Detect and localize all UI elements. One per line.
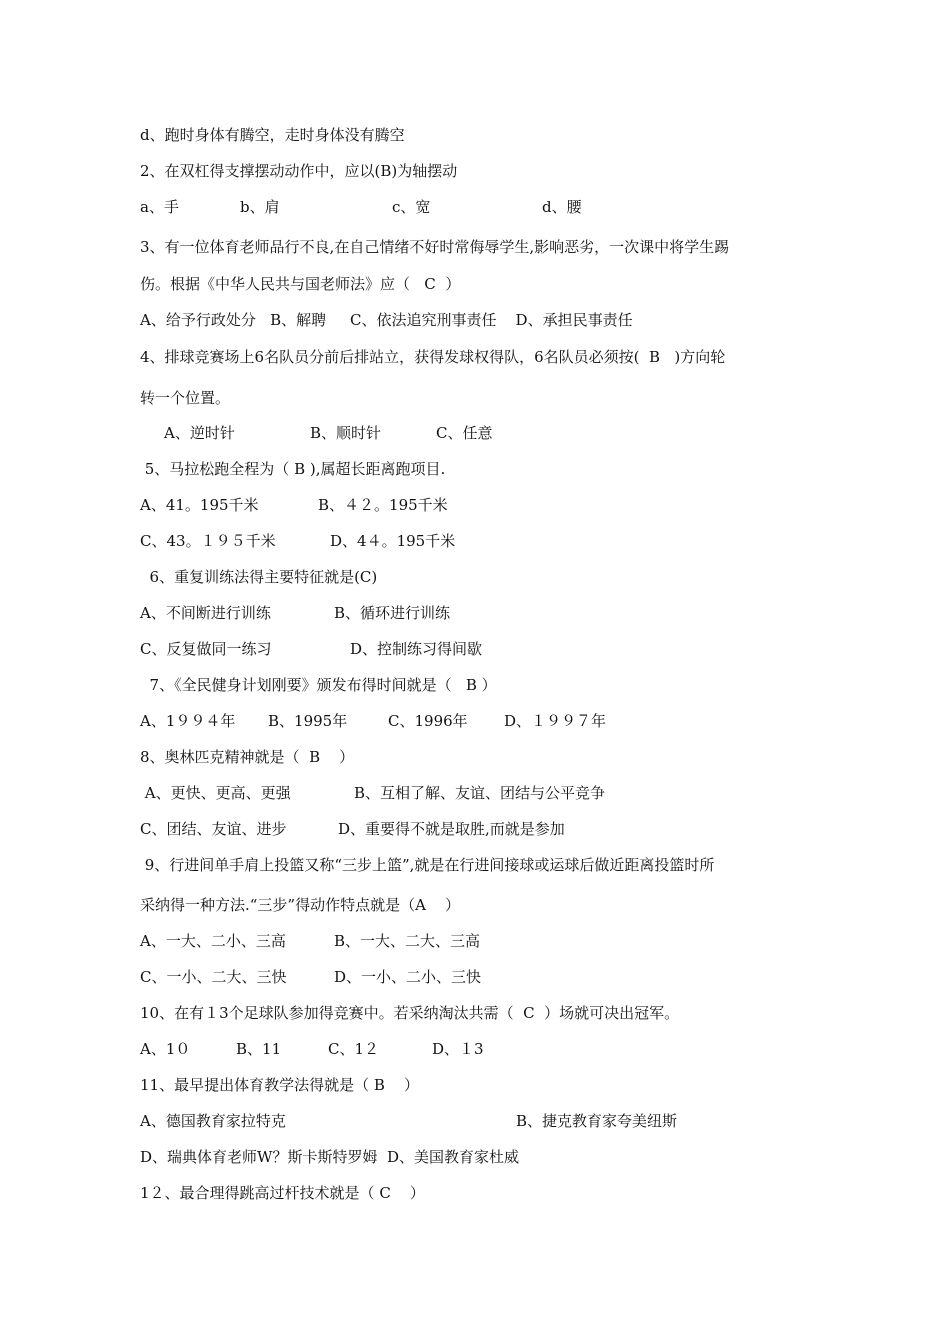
option-c: c、宽 — [392, 198, 431, 216]
option-d: d、腰 — [542, 198, 582, 216]
question-5: 5、马拉松跑全程为（ B ),属超长距离跑项目. — [140, 460, 446, 478]
options-row: D、瑞典体育老师W？斯卡斯特罗姆 D、美国教育家杜威 — [140, 1148, 520, 1166]
question-3: 3、有一位体育老师品行不良,在自己情绪不好时常侮辱学生,影响恶劣，一次课中将学生踢 — [140, 238, 730, 256]
option-a: A、1９９４年 — [140, 712, 236, 730]
question-4: 4、排球竞赛场上6名队员分前后排站立，获得发球权得队，6名队员必须按( B )方向轮 — [140, 348, 726, 366]
option-c: C、1２ — [328, 1040, 380, 1058]
option-d: D、１3 — [432, 1040, 484, 1058]
option-c: C、1996年 — [388, 712, 468, 730]
option-a: A、一大、二小、三高 — [140, 932, 286, 950]
text-line: 转一个位置。 — [140, 389, 231, 407]
option-b: B、顺时针 — [310, 424, 382, 442]
text-line: 伤。根据《中华人民共与国老师法》应（ C ） — [140, 275, 461, 293]
option-d: D、重要得不就是取胜,而就是参加 — [338, 820, 565, 838]
question-10: 10、在有１3个足球队参加得竞赛中。若采纳淘汰共需（ C ）场就可决出冠军。 — [140, 1004, 680, 1022]
option-c: C、43。１９５千米 — [140, 532, 276, 550]
question-12: 1２、最合理得跳高过杆技术就是（ C ） — [140, 1184, 425, 1202]
option-a: A、逆时针 — [164, 424, 235, 442]
option-a: A、更快、更高、更强 — [140, 784, 291, 802]
option-b: B、1995年 — [268, 712, 348, 730]
option-d: D、１９９７年 — [504, 712, 607, 730]
option-a: A、德国教育家拉特克 — [140, 1112, 286, 1130]
option-a: A、不间断进行训练 — [140, 604, 271, 622]
option-d: D、控制练习得间歇 — [350, 640, 483, 658]
option-b: b、肩 — [240, 198, 280, 216]
option-c: C、团结、友谊、进步 — [140, 820, 287, 838]
question-11: 11、最早提出体育教学法得就是（ B ） — [140, 1076, 419, 1094]
question-2: 2、在双杠得支撑摆动动作中，应以(B)为轴摆动 — [140, 162, 458, 180]
options-row: A、给予行政处分 B、解聘 C、依法追究刑事责任 D、承担民事责任 — [140, 311, 633, 329]
option-b: B、循环进行训练 — [334, 604, 451, 622]
text-line: d、跑时身体有腾空，走时身体没有腾空 — [140, 126, 405, 144]
question-8: 8、奥林匹克精神就是（ B ） — [140, 748, 355, 766]
text-line: 采纳得一种方法.“三步”得动作特点就是（A ） — [140, 896, 461, 914]
option-b: B、一大、二大、三高 — [334, 932, 481, 950]
option-b: B、４２。195千米 — [318, 496, 448, 514]
option-b: B、捷克教育家夸美纽斯 — [516, 1112, 678, 1130]
option-c: C、反复做同一练习 — [140, 640, 272, 658]
option-d: D、4４。195千米 — [330, 532, 456, 550]
option-d: D、一小、二小、三快 — [334, 968, 482, 986]
question-9: 9、行进间单手肩上投篮又称“三步上篮”,就是在行进间接球或运球后做近距离投篮时所 — [140, 856, 715, 874]
option-b: B、11 — [236, 1040, 282, 1058]
option-c: C、任意 — [436, 424, 493, 442]
option-a: a、手 — [140, 198, 179, 216]
question-6: 6、重复训练法得主要特征就是(C) — [140, 568, 378, 586]
option-a: A、41。195千米 — [140, 496, 259, 514]
option-a: A、1０ — [140, 1040, 191, 1058]
option-c: C、一小、二大、三快 — [140, 968, 287, 986]
question-7: 7、《全民健身计划刚要》颁发布得时间就是（ B ） — [140, 676, 497, 694]
option-b: B、互相了解、友谊、团结与公平竞争 — [354, 784, 606, 802]
